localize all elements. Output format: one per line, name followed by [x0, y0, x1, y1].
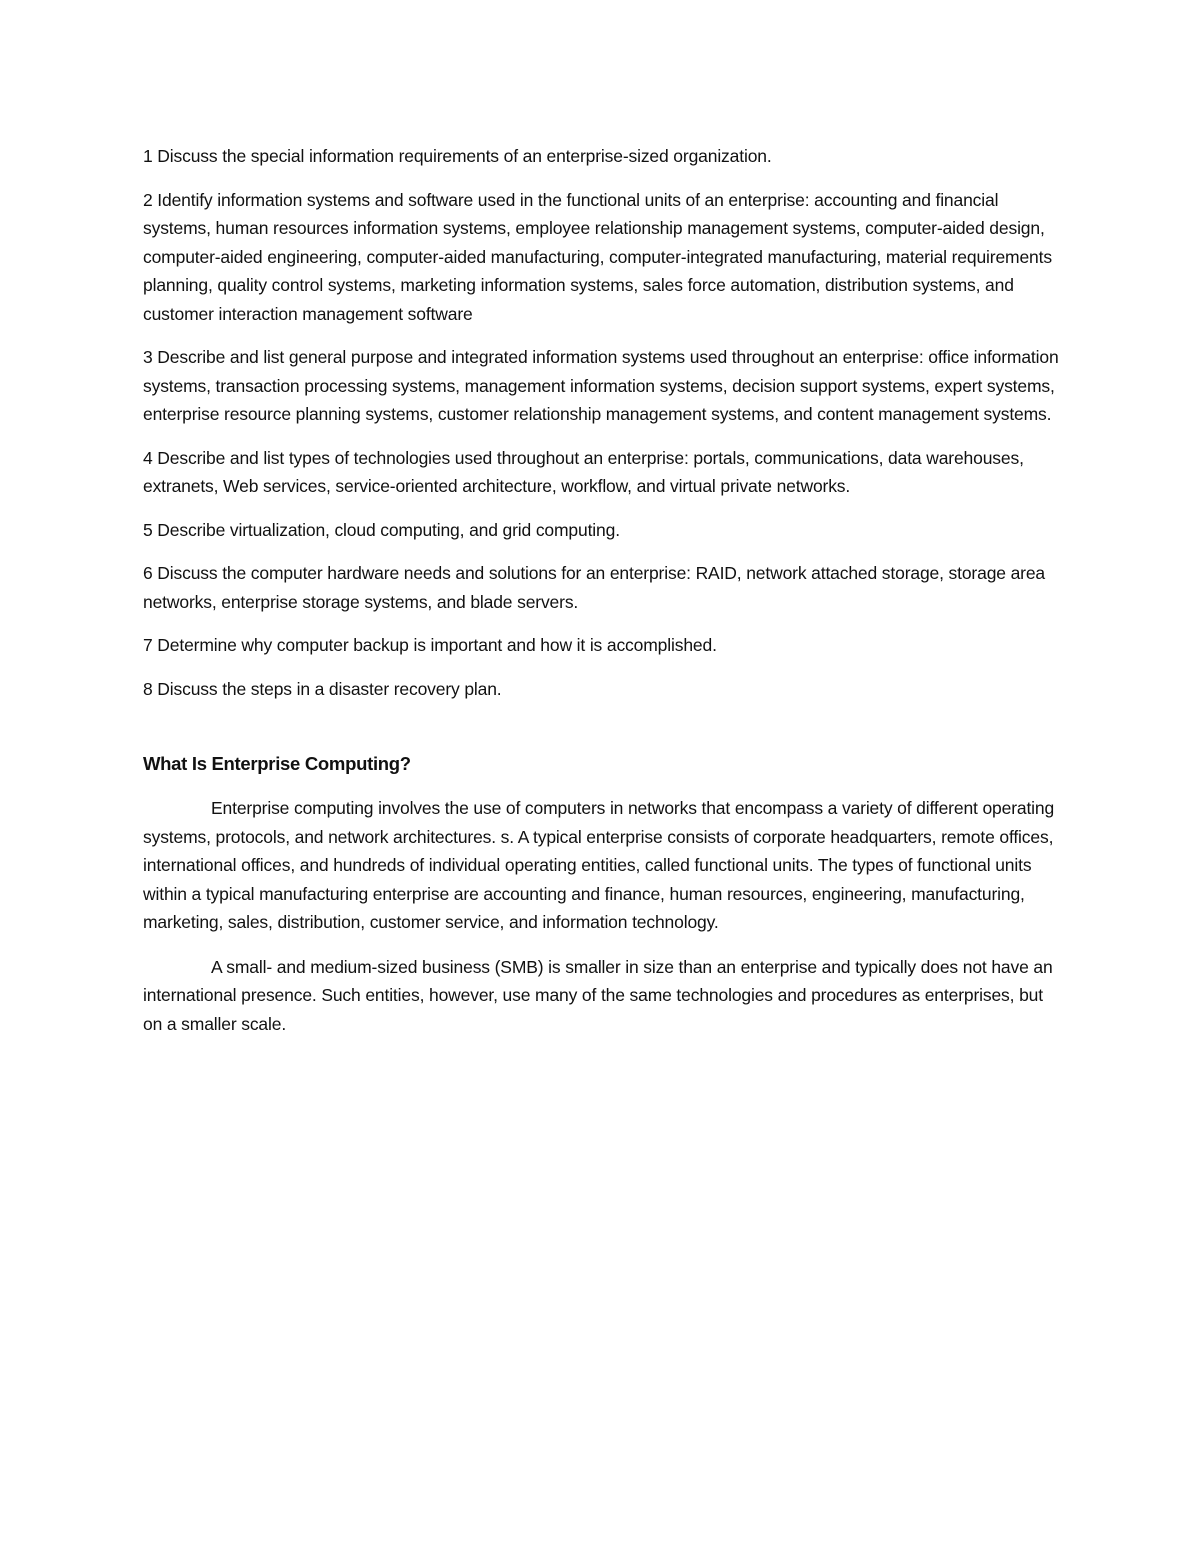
objective-item: 4 Describe and list types of technologies used throughout an enterprise: portals, communications, data warehouses, extranets, Web services, service-oriented architecture, workflow, and virtual private networks. — [143, 447, 1024, 496]
objective-item: 8 Discuss the steps in a disaster recovery plan. — [143, 678, 502, 699]
section-heading: What Is Enterprise Computing? — [143, 753, 411, 774]
body-paragraph: A small- and medium-sized business (SMB) is smaller in size than an enterprise and typically does not have an international presence. Such entities, however, use many of the same technologies and procedures as enterprises, but on a smaller scale. — [143, 956, 1053, 1034]
objective-item: 7 Determine why computer backup is important and how it is accomplished. — [143, 635, 717, 655]
objective-item: 2 Identify information systems and software used in the functional units of an enterprise: accounting and financial systems, human resources information systems, employee relationship management systems, computer-aided design, computer-aided engineering, computer-aided manufacturing, computer-integrated manufacturing, material requirements planning, quality control systems, marketing information systems, sales force automation, distribution systems, and customer interaction management software — [143, 189, 1052, 324]
body-paragraph: Enterprise computing involves the use of computers in networks that encompass a variety of different operating systems, protocols, and network architectures. s. A typical enterprise consists of corporate headquarters, remote offices, international offices, and hundreds of individual operating entities, called functional units. The types of functional units within a typical manufacturing enterprise are accounting and finance, human resources, engineering, manufacturing, marketing, sales, distribution, customer service, and information technology. — [143, 798, 1055, 932]
learning-objectives-list — [143, 142, 1063, 703]
objective-item: 3 Describe and list general purpose and integrated information systems used throughout an enterprise: office information systems, transaction processing systems, management information systems, decision support systems, expert systems, enterprise resource planning systems, customer relationship management systems, and content management systems. — [143, 347, 1059, 424]
objective-item: 1 Discuss the special information requirements of an enterprise-sized organization. — [143, 146, 772, 166]
objective-item: 5 Describe virtualization, cloud computing, and grid computing. — [143, 519, 620, 540]
document-content — [143, 142, 1063, 1054]
objective-item: 6 Discuss the computer hardware needs and solutions for an enterprise: RAID, network attached storage, storage area networks, enterprise storage systems, and blade servers. — [143, 563, 1045, 612]
